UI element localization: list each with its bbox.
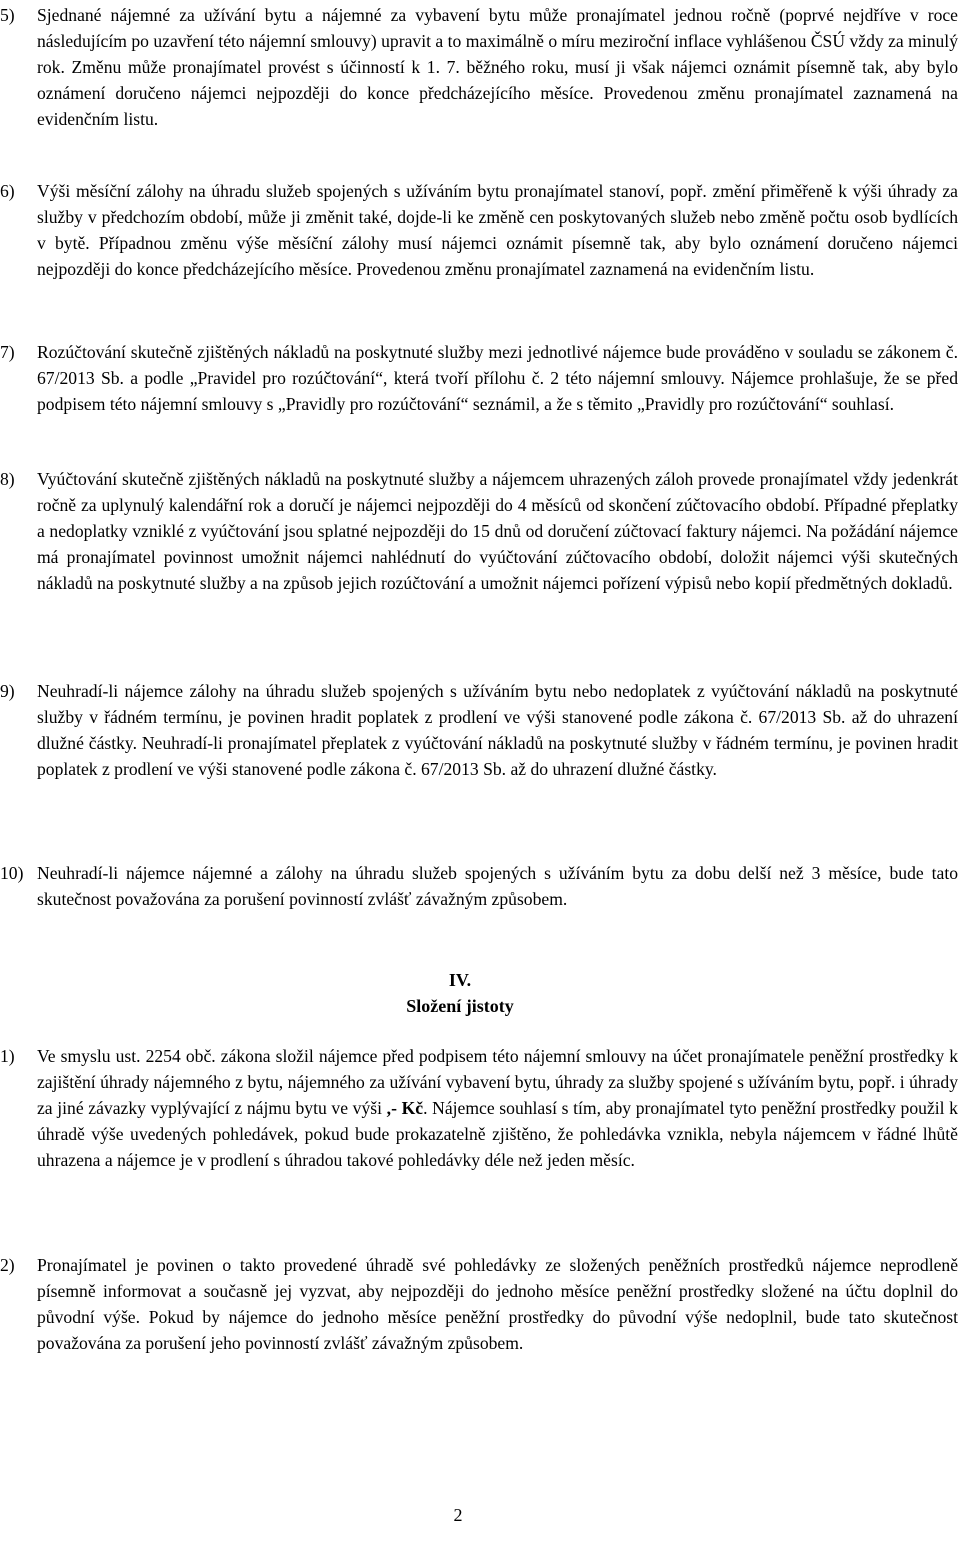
clause-6 bbox=[0, 178, 958, 282]
clause-text: Sjednané nájemné za užívání bytu a nájemné za vybavení bytu může pronajímatel jednou ročně (poprvé nejdříve v roce následujícím po uzavření této nájemní smlouvy) upravit a to maximálně o míru meziroční inflace vyhlášenou ČSÚ vždy za minulý rok. Změnu může pronajímatel provést s účinností k 1. 7. běžného roku, musí ji však nájemci oznámit písemně tak, aby bylo oznámení doručeno nájemci nejpozději do konce předcházejícího měsíce. Provedenou změnu pronajímatel zaznamená na evidenčním listu. bbox=[37, 5, 958, 129]
clause-number: 10) bbox=[0, 863, 24, 883]
section-title: Složení jistoty bbox=[406, 996, 514, 1016]
clause-7 bbox=[0, 339, 958, 417]
clause-number: 7) bbox=[0, 342, 15, 362]
clause-text: Neuhradí-li nájemce zálohy na úhradu služeb spojených s užíváním bytu nebo nedoplatek z vyúčtování nákladů na poskytnuté služby v řádném termínu, je povinen hradit poplatek z prodlení ve výši stanovené podle zákona č. 67/2013 Sb. až do uhrazení dlužné částky. Neuhradí-li pronajímatel přeplatek z vyúčtování nákladů na poskytnuté služby v řádném termínu, je povinen hradit poplatek z prodlení ve výši stanovené podle zákona č. 67/2013 Sb. až do uhrazení dlužné částky. bbox=[37, 681, 958, 779]
clause-text-after: . Nájemce souhlasí s tím, aby pronajímatel tyto peněžní prostředky použil k úhradě výše uvedených pohledávek, pokud bude prokazatelně zjištěno, že pohledávka vznikla, nebyla nájemcem v řádné lhůtě uhrazena a nájemce je v prodlení s úhradou takové pohledávky déle než jeden měsíc. bbox=[37, 1098, 958, 1170]
section-number: IV. bbox=[448, 970, 472, 990]
page-number: 2 bbox=[453, 1505, 463, 1525]
clause-number: 1) bbox=[0, 1046, 15, 1066]
deposit-amount: ,- Kč bbox=[386, 1098, 424, 1118]
clause-text: Neuhradí-li nájemce nájemné a zálohy na úhradu služeb spojených s užíváním bytu za dobu delší než 3 měsíce, bude tato skutečnost považována za porušení povinností zvlášť závažným způsobem. bbox=[37, 863, 958, 909]
clause-text: Výši měsíční zálohy na úhradu služeb spojených s užíváním bytu pronajímatel stanoví, popř. změní přiměřeně k výši úhrady za služby v předchozím období, může ji změnit také, dojde-li ke změně cen poskytovaných služeb nebo změně počtu osob bydlících v bytě. Případnou změnu výše měsíční zálohy musí nájemci oznámit písemně tak, aby bylo oznámení doručeno nájemci nejpozději do konce předcházejícího měsíce. Provedenou změnu pronajímatel zaznamená na evidenčním listu. bbox=[37, 181, 958, 279]
clause-8 bbox=[0, 466, 958, 596]
clause-9 bbox=[0, 678, 958, 782]
clause-number: 5) bbox=[0, 5, 15, 25]
clause-5 bbox=[0, 2, 958, 132]
clause-number: 2) bbox=[0, 1255, 15, 1275]
clause-number: 8) bbox=[0, 469, 15, 489]
clause-text-before: Ve smyslu ust. 2254 obč. zákona složil nájemce před podpisem této nájemní smlouvy na účet pronajímatele peněžní prostředky k zajištění úhrady nájemného z bytu, nájemného za užívání vybavení bytu, úhrady za služby spojené s užíváním bytu, popř. i úhrady za jiné závazky vyplývající z nájmu bytu ve výši bbox=[37, 1046, 958, 1118]
clause-10 bbox=[0, 860, 958, 912]
clause-text: Rozúčtování skutečně zjištěných nákladů na poskytnuté služby mezi jednotlivé nájemce bude prováděno v souladu se zákonem č. 67/2013 Sb. a podle „Pravidel pro rozúčtování“, která tvoří přílohu č. 2 této nájemní smlouvy. Nájemce prohlašuje, že se před podpisem této nájemní smlouvy s „Pravidly pro rozúčtování“ seznámil, a že s těmito „Pravidly pro rozúčtování“ souhlasí. bbox=[37, 342, 958, 414]
deposit-clause-1 bbox=[0, 1043, 958, 1173]
clause-number: 6) bbox=[0, 181, 15, 201]
clause-text bbox=[37, 1043, 958, 1173]
clause-text: Vyúčtování skutečně zjištěných nákladů na poskytnuté služby a nájemcem uhrazených záloh provede pronajímatel vždy jedenkrát ročně za uplynulý kalendářní rok a doručí je nájemci nejpozději do 4 měsíců od skončení zúčtovacího období. Případné přeplatky a nedoplatky vzniklé z vyúčtování jsou splatné nejpozději do 15 dnů od doručení zúčtovací faktury nájemci. Na požádání nájemce má pronajímatel povinnost umožnit nájemci nahlédnutí do vyúčtování zúčtovacího období, doložit nájemci výši skutečných nákladů na poskytnuté služby a na způsob jejich rozúčtování a umožnit nájemci pořízení výpisů nebo kopií předmětných dokladů. bbox=[37, 469, 958, 593]
clause-text: Pronajímatel je povinen o takto provedené úhradě své pohledávky ze složených peněžních prostředků nájemce neprodleně písemně informovat a současně jej vyzvat, aby nejpozději do jednoho měsíce peněžní prostředky složené na účtu doplnil do původní výše. Pokud by nájemce do jednoho měsíce peněžní prostředky do původní výše nedoplnil, bude tato skutečnost považována za porušení jeho povinností zvlášť závažným způsobem. bbox=[37, 1255, 958, 1353]
deposit-clause-2 bbox=[0, 1252, 958, 1356]
clause-number: 9) bbox=[0, 681, 15, 701]
